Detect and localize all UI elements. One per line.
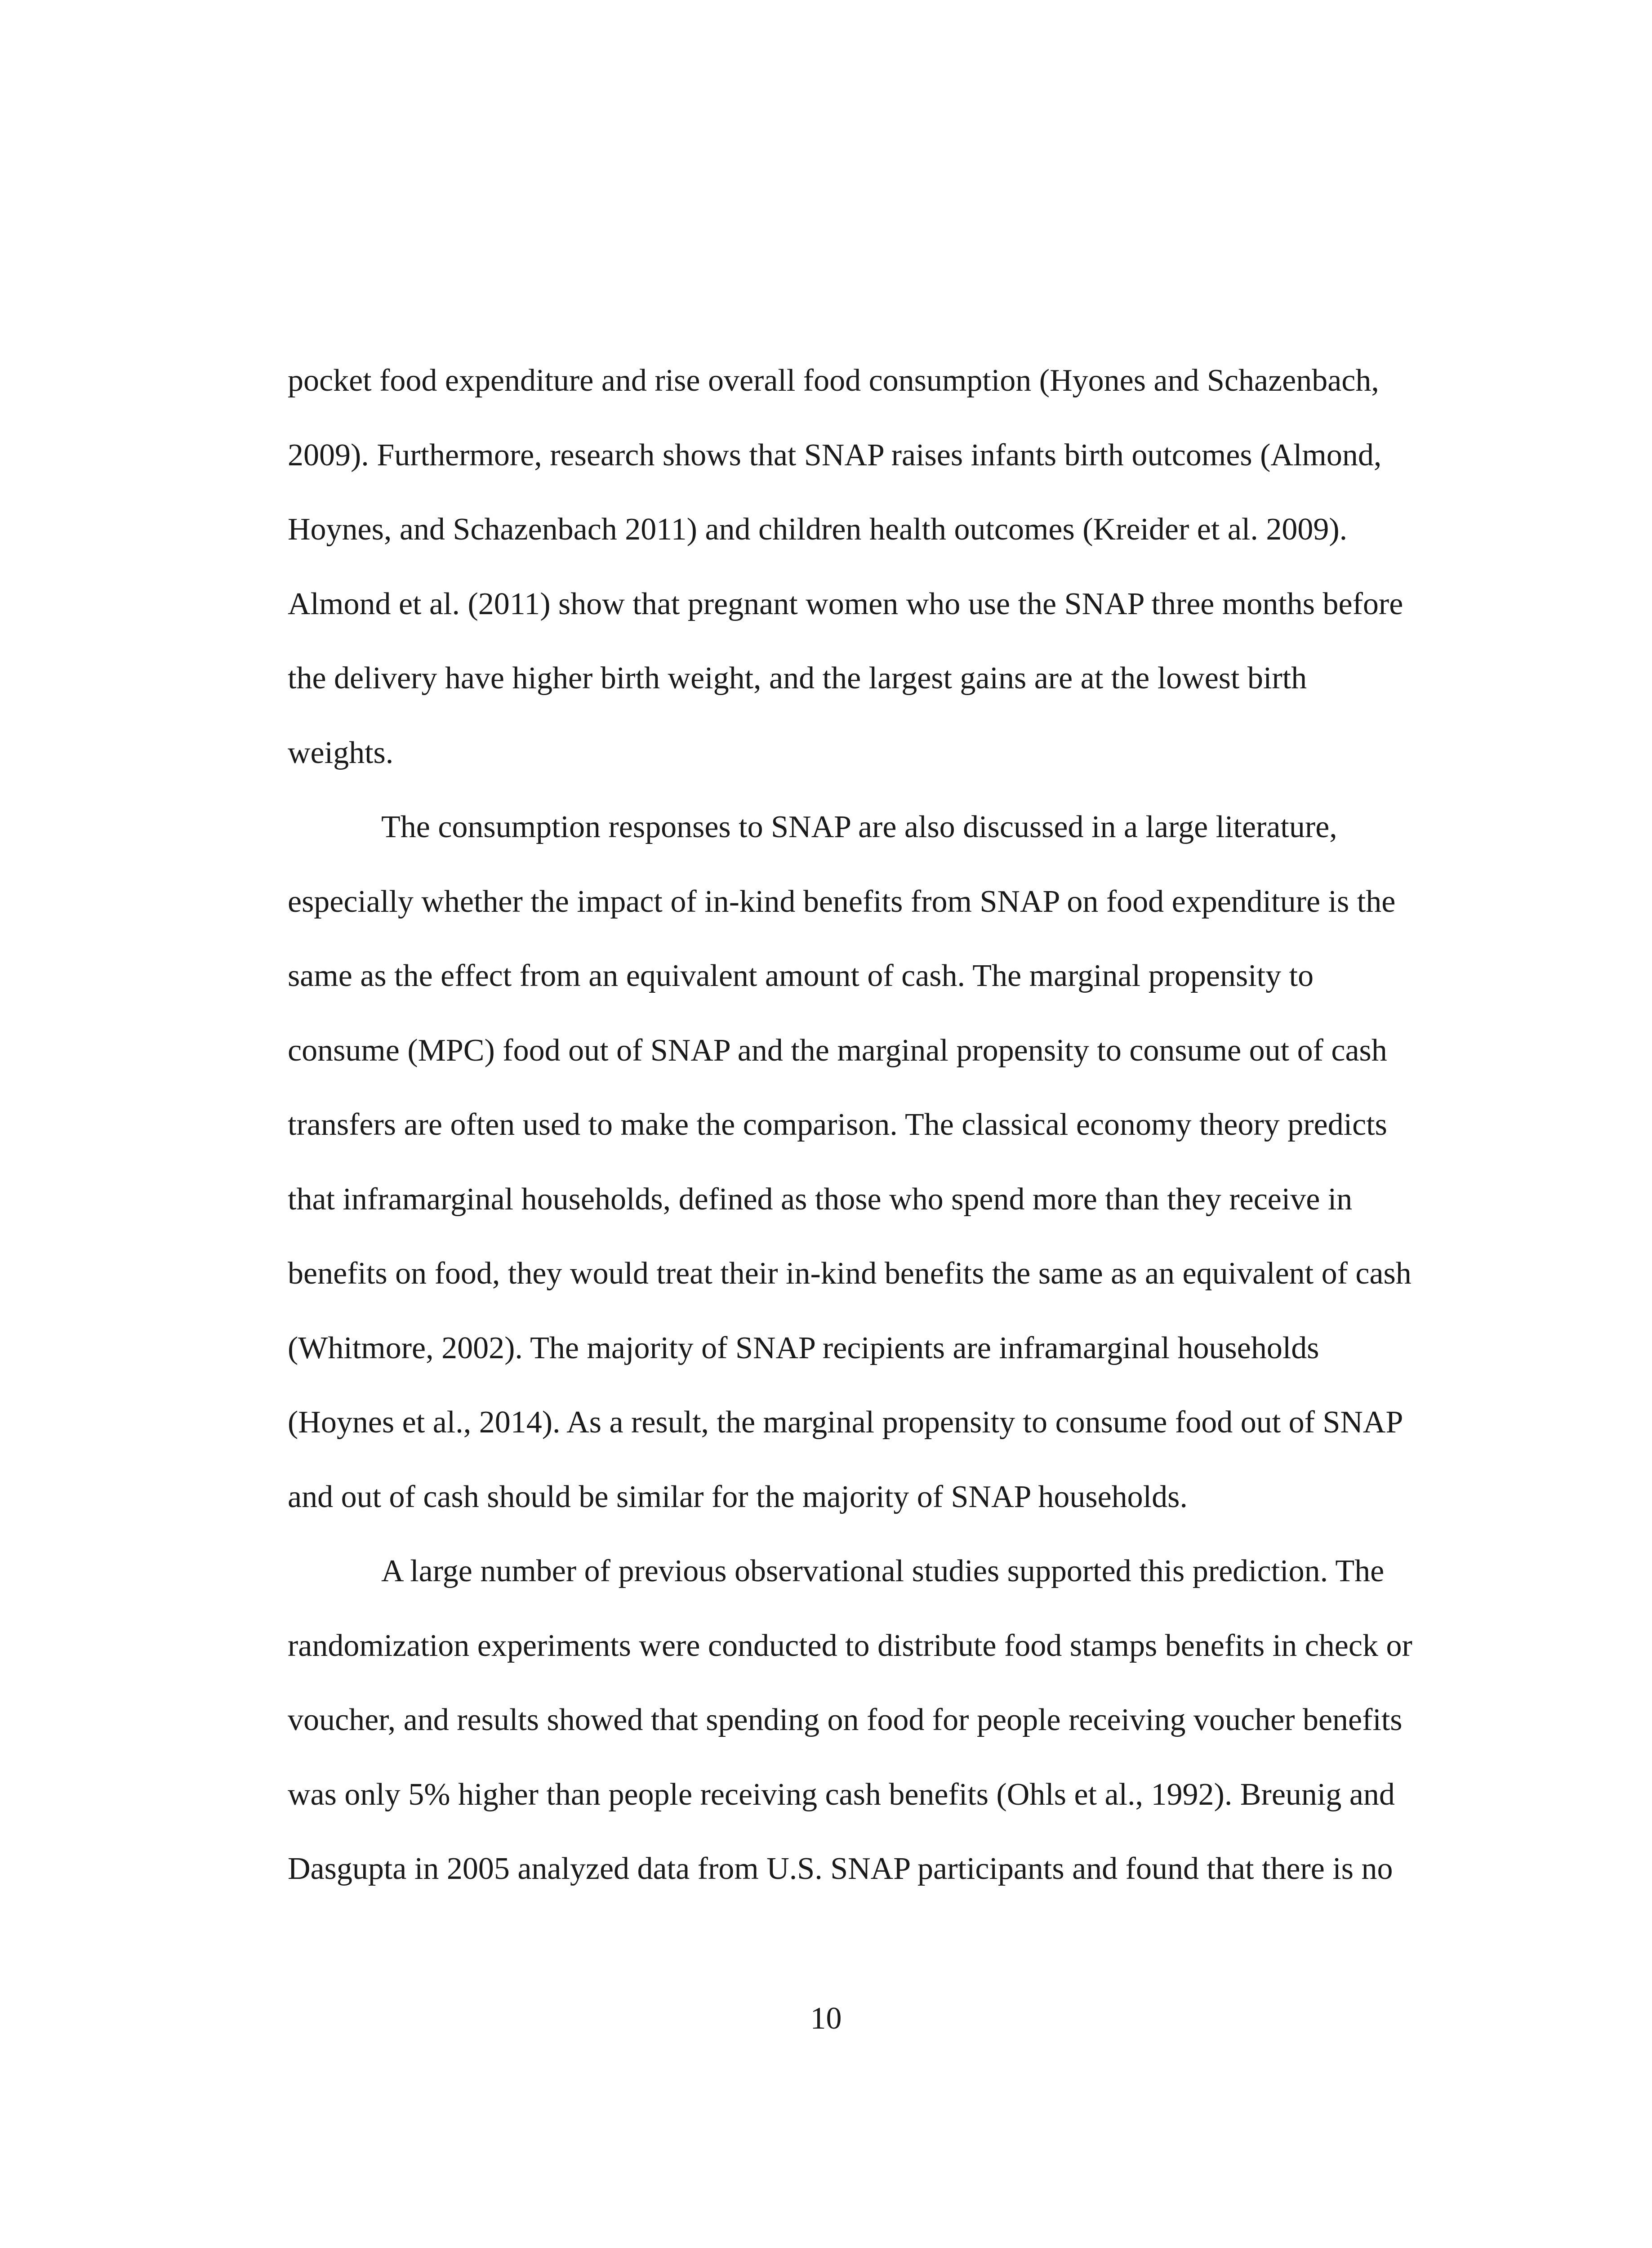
text-line: that inframarginal households, defined as those who spend more than they receive in <box>288 1182 1353 1217</box>
text-line: transfers are often used to make the comparison. The classical economy theory predicts <box>288 1107 1387 1142</box>
text-line: the delivery have higher birth weight, and the largest gains are at the lowest birth <box>288 661 1307 696</box>
text-line: Almond et al. (2011) show that pregnant women who use the SNAP three months before <box>288 587 1403 621</box>
text-line: (Hoynes et al., 2014). As a result, the marginal propensity to consume food out of SNAP <box>288 1405 1403 1440</box>
text-line: and out of cash should be similar for the majority of SNAP households. <box>288 1480 1188 1514</box>
text-line: same as the effect from an equivalent amount of cash. The marginal propensity to <box>288 959 1314 993</box>
paragraph-first-line: A large number of previous observational studies supported this prediction. The <box>381 1554 1385 1588</box>
paragraph-first-line: The consumption responses to SNAP are also discussed in a large literature, <box>381 810 1337 844</box>
text-line: benefits on food, they would treat their in-kind benefits the same as an equivalent of cash <box>288 1256 1412 1291</box>
text-line: was only 5% higher than people receiving cash benefits (Ohls et al., 1992). Breunig and <box>288 1777 1395 1812</box>
text-line: Dasgupta in 2005 analyzed data from U.S. SNAP participants and found that there is no <box>288 1851 1393 1886</box>
text-line: weights. <box>288 736 394 770</box>
text-line: 2009). Furthermore, research shows that SNAP raises infants birth outcomes (Almond, <box>288 438 1382 473</box>
text-line: voucher, and results showed that spending on food for people receiving voucher benefits <box>288 1703 1403 1737</box>
text-line: randomization experiments were conducted to distribute food stamps benefits in check or <box>288 1628 1412 1663</box>
text-line: pocket food expenditure and rise overall food consumption (Hyones and Schazenbach, <box>288 363 1379 398</box>
page-number: 10 <box>810 2001 842 2036</box>
text-line: Hoynes, and Schazenbach 2011) and children health outcomes (Kreider et al. 2009). <box>288 512 1348 547</box>
text-line: consume (MPC) food out of SNAP and the marginal propensity to consume out of cash <box>288 1033 1387 1068</box>
text-line: (Whitmore, 2002). The majority of SNAP recipients are inframarginal households <box>288 1331 1319 1365</box>
text-line: especially whether the impact of in-kind benefits from SNAP on food expenditure is the <box>288 884 1396 919</box>
